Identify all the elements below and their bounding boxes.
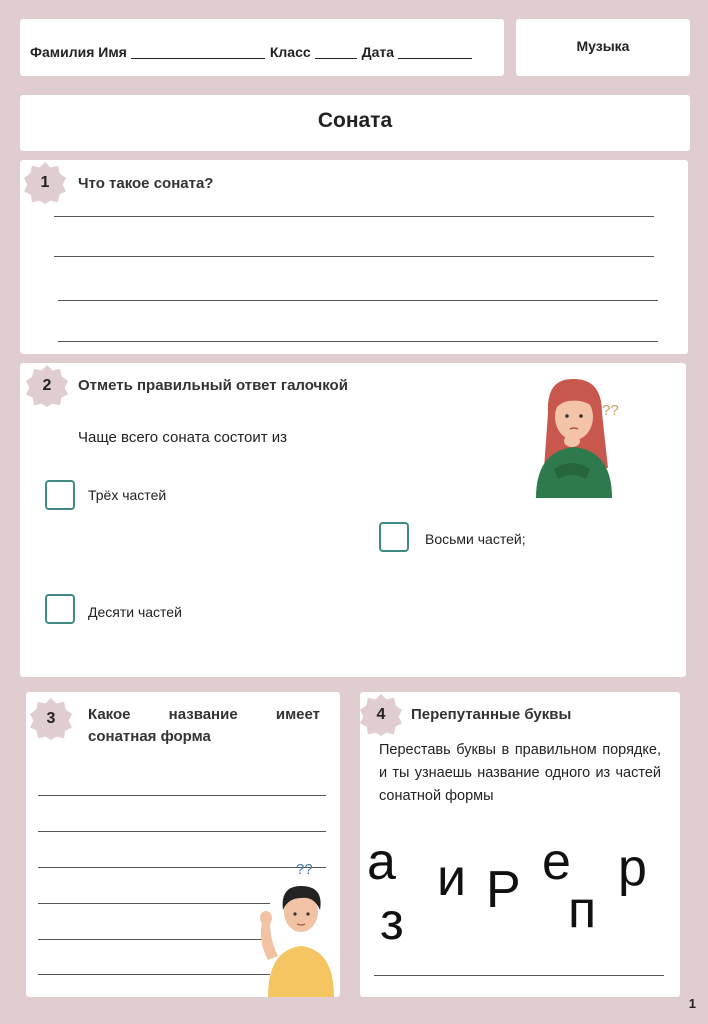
answer-line[interactable] [58, 341, 658, 342]
section-2 [20, 363, 686, 677]
thinking-boy-illustration [254, 858, 340, 997]
answer-line[interactable] [54, 216, 654, 217]
scrambled-letter: и [437, 849, 467, 907]
answer-line[interactable] [38, 903, 270, 904]
scrambled-letter: р [618, 839, 647, 897]
section-question-line2: сонатная форма [88, 728, 211, 745]
answer-line[interactable] [54, 256, 654, 257]
answer-line[interactable] [38, 939, 270, 940]
question-marks-text: ?? [602, 402, 619, 419]
answer-line[interactable] [38, 831, 326, 832]
section-1 [20, 160, 688, 354]
date-field[interactable] [398, 47, 472, 59]
instruction-text: Переставь буквы в правильном порядке, и ты узнаешь название одного из частей сонатной формы [379, 742, 661, 804]
section-number: 4 [376, 706, 386, 723]
section-number: 2 [42, 377, 52, 394]
answer-line[interactable] [374, 975, 664, 976]
answer-line[interactable] [38, 795, 326, 796]
page-number: 1 [688, 996, 696, 1011]
question-marks-text: ?? [296, 861, 313, 878]
name-field[interactable] [131, 47, 265, 59]
student-info-line [30, 44, 477, 60]
section-number: 3 [46, 710, 56, 727]
section-number: 1 [40, 174, 50, 191]
subject-card [516, 19, 690, 76]
option-label: Трёх частей [88, 487, 167, 503]
scrambled-letter: п [568, 881, 597, 939]
checkbox-option-1[interactable] [45, 480, 75, 510]
date-label: Дата [361, 44, 395, 60]
section-3 [26, 692, 340, 997]
answer-line[interactable] [38, 974, 270, 975]
answer-line[interactable] [58, 300, 658, 301]
scrambled-letter: е [542, 833, 571, 891]
scrambled-letter: Р [486, 861, 521, 919]
name-label: Фамилия Имя [30, 44, 127, 60]
option-label: Десяти частей [88, 604, 182, 620]
header-card [20, 19, 504, 76]
section-title: Перепутанные буквы [411, 706, 572, 723]
scrambled-letter: а [367, 833, 396, 891]
section-4 [360, 692, 680, 997]
scrambled-letter: з [380, 893, 404, 951]
option-label: Восьми частей; [425, 531, 526, 547]
checkbox-option-3[interactable] [45, 594, 75, 624]
subject-label: Музыка [576, 38, 630, 54]
section-question-line1: Какое название имеет [88, 706, 320, 723]
page-title: Соната [317, 109, 393, 132]
title-card [20, 95, 690, 151]
class-field[interactable] [315, 47, 357, 59]
checkbox-option-2[interactable] [379, 522, 409, 552]
section-question: Отметь правильный ответ галочкой [78, 377, 348, 394]
class-label: Класс [269, 44, 311, 60]
thinking-girl-illustration [526, 373, 636, 501]
question-prompt: Чаще всего соната состоит из [78, 429, 288, 446]
section-question: Что такое соната? [78, 175, 214, 192]
